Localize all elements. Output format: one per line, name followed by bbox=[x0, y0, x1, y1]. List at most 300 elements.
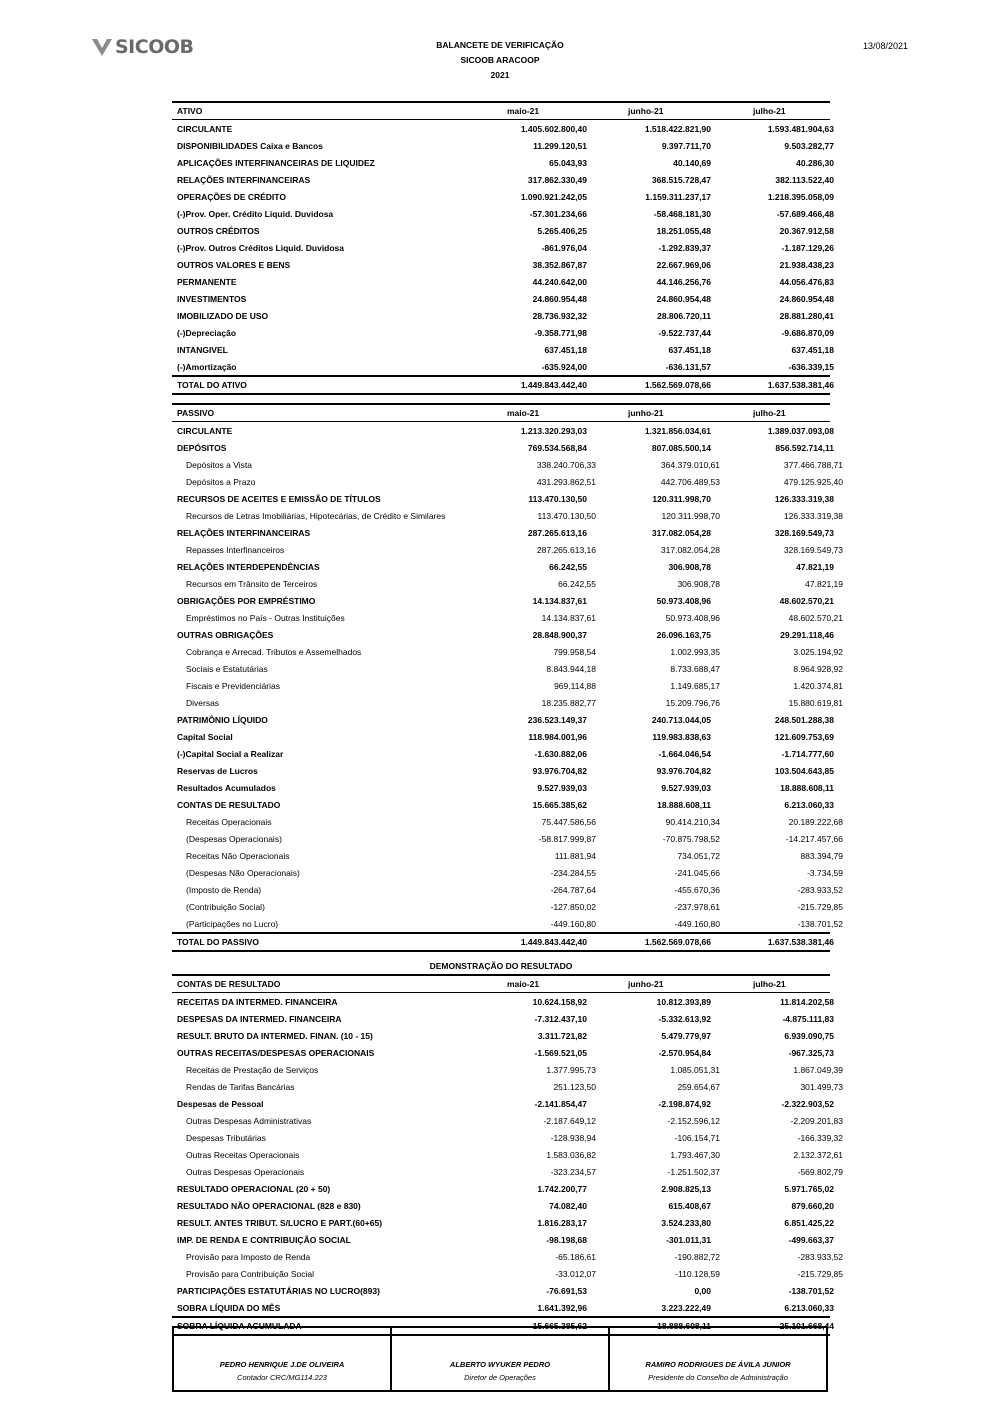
report-year: 2021 bbox=[490, 70, 510, 80]
value-may: 287.265.613,16 bbox=[536, 544, 596, 555]
row-label: Outras Receitas Operacionais bbox=[186, 1149, 300, 1160]
value-july: -138.701,52 bbox=[797, 918, 843, 929]
value-june: 0,00 bbox=[694, 1285, 711, 1296]
row-label: (Despesas Operacionais) bbox=[186, 833, 282, 844]
table-row bbox=[172, 915, 843, 932]
table-row bbox=[172, 1231, 834, 1248]
row-label: Rendas de Tarifas Bancárias bbox=[186, 1081, 295, 1092]
signer-name: RAMIRO RODRIGUES DE ÁVILA JUNIOR bbox=[645, 1360, 791, 1369]
row-label: (-)Prov. Outros Créditos Liquid. Duvidosa bbox=[177, 242, 345, 253]
table-row bbox=[172, 1078, 843, 1095]
value-june: 24.860.954,48 bbox=[656, 293, 711, 304]
row-label: Despesas Tributárias bbox=[186, 1132, 266, 1143]
table-row bbox=[172, 290, 834, 307]
table-row bbox=[172, 205, 834, 222]
value-june: 2.908.825,13 bbox=[661, 1183, 711, 1194]
total-may: 1.449.843.442,40 bbox=[520, 380, 587, 390]
row-label: (-)Capital Social a Realizar bbox=[177, 748, 284, 759]
row-label: (Participações no Lucro) bbox=[186, 918, 279, 929]
table-row bbox=[172, 456, 843, 473]
row-label: Capital Social bbox=[177, 731, 233, 742]
value-july: 121.609.753,69 bbox=[774, 731, 834, 742]
value-may: 431.293.862,51 bbox=[536, 476, 596, 487]
table-row bbox=[172, 694, 843, 711]
header-month-june: junho-21 bbox=[628, 106, 664, 116]
value-june: -2.152.596,12 bbox=[667, 1115, 720, 1126]
row-label: RESULT. ANTES TRIBUT. S/LUCRO E PART.(60+65) bbox=[177, 1217, 383, 1228]
table-row bbox=[172, 575, 843, 592]
entity-name: SICOOB ARACOOP bbox=[460, 55, 540, 65]
value-july: 15.880.619,81 bbox=[788, 697, 843, 708]
row-label: CONTAS DE RESULTADO bbox=[177, 799, 281, 810]
table-row bbox=[172, 728, 834, 745]
value-may: 236.523.149,37 bbox=[527, 714, 587, 725]
value-may: 38.352.867,87 bbox=[532, 259, 587, 270]
value-may: 66.242,55 bbox=[549, 561, 587, 572]
signer-name: ALBERTO WYUKER PEDRO bbox=[449, 1360, 551, 1369]
value-july: 24.860.954,48 bbox=[779, 293, 834, 304]
table-row bbox=[172, 1129, 843, 1146]
value-may: -9.358.771,98 bbox=[534, 327, 587, 338]
logo-text: SICOOB bbox=[115, 36, 194, 58]
value-july: 20.367.912,58 bbox=[779, 225, 834, 236]
table-row bbox=[172, 1299, 834, 1316]
table-row bbox=[172, 779, 834, 796]
row-label: (-)Prov. Oper. Crédito Liquid. Duvidosa bbox=[177, 208, 334, 219]
table-row bbox=[172, 188, 834, 205]
value-july: 1.593.481.904,63 bbox=[767, 123, 834, 134]
value-june: 9.527.939,03 bbox=[661, 782, 711, 793]
total-may: 1.449.843.442,40 bbox=[520, 937, 587, 947]
value-june: -9.522.737,44 bbox=[658, 327, 711, 338]
table-row bbox=[172, 524, 834, 541]
total-label: TOTAL DO ATIVO bbox=[177, 380, 247, 390]
value-june: 44.146.256,76 bbox=[656, 276, 711, 287]
header-month-july: julho-21 bbox=[753, 979, 786, 989]
value-may: 9.527.939,03 bbox=[537, 782, 587, 793]
row-label: RELAÇÕES INTERFINANCEIRAS bbox=[177, 174, 311, 185]
value-may: -1.630.882,06 bbox=[534, 748, 587, 759]
value-june: -2.198.874,92 bbox=[658, 1098, 711, 1109]
total-july: 1.637.538.381,46 bbox=[767, 380, 834, 390]
value-july: 883.394,79 bbox=[800, 850, 843, 861]
value-june: -1.251.502,37 bbox=[667, 1166, 720, 1177]
table-row bbox=[172, 796, 834, 813]
value-june: 259.654,67 bbox=[677, 1081, 720, 1092]
value-may: -1.569.521,05 bbox=[534, 1047, 587, 1058]
signer-role: Diretor de Operações bbox=[464, 1373, 536, 1382]
value-june: 40.140,69 bbox=[673, 157, 711, 168]
table-row bbox=[172, 558, 834, 575]
table-row bbox=[172, 154, 834, 171]
table-row bbox=[172, 1197, 834, 1214]
passivo-table bbox=[172, 403, 843, 952]
value-july: -283.933,52 bbox=[797, 1251, 843, 1262]
table-row bbox=[172, 592, 834, 609]
value-july: 879.660,20 bbox=[791, 1200, 834, 1211]
value-july: -1.187.129,26 bbox=[781, 242, 834, 253]
value-june: -110.128,59 bbox=[675, 1268, 720, 1279]
value-july: 377.466.788,71 bbox=[783, 459, 843, 470]
table-row bbox=[172, 341, 834, 358]
value-july: 5.971.765,02 bbox=[784, 1183, 834, 1194]
value-may: -58.817.999,87 bbox=[538, 833, 596, 844]
value-june: 90.414.210,34 bbox=[665, 816, 720, 827]
value-may: 969.114,88 bbox=[554, 680, 596, 691]
value-may: 113.470.130,50 bbox=[528, 493, 587, 504]
row-label: RESULTADO OPERACIONAL (20 + 50) bbox=[177, 1183, 331, 1194]
table-row bbox=[172, 864, 843, 881]
value-july: 6.213.060,33 bbox=[784, 1302, 834, 1313]
value-may: -861.976,04 bbox=[541, 242, 587, 253]
value-may: -33.012,07 bbox=[555, 1268, 596, 1279]
value-july: -57.689.466,48 bbox=[776, 208, 834, 219]
value-may: 93.976.704,82 bbox=[532, 765, 587, 776]
value-june: 93.976.704,82 bbox=[656, 765, 711, 776]
table-header-row bbox=[172, 101, 830, 120]
value-july: -215.729,85 bbox=[797, 1268, 843, 1279]
row-label: PERMANENTE bbox=[177, 276, 237, 287]
value-june: 9.397.711,70 bbox=[661, 140, 711, 151]
value-july: -1.714.777,60 bbox=[781, 748, 834, 759]
table-row bbox=[172, 358, 834, 375]
row-label: Depósitos a Prazo bbox=[186, 476, 256, 487]
row-label: PATRIMÔNIO LÍQUIDO bbox=[177, 714, 268, 725]
table-row bbox=[172, 762, 834, 779]
row-label: Sociais e Estatutárias bbox=[186, 663, 268, 674]
value-july: 11.814.202,58 bbox=[780, 996, 834, 1007]
value-may: -7.312.437,10 bbox=[534, 1013, 587, 1024]
row-label: OUTRAS RECEITAS/DESPESAS OPERACIONAIS bbox=[177, 1047, 375, 1058]
value-july: 1.867.049,39 bbox=[793, 1064, 843, 1075]
row-label: Resultados Acumulados bbox=[177, 782, 276, 793]
table-row bbox=[172, 256, 834, 273]
table-row bbox=[172, 541, 843, 558]
value-july: 48.602.570,21 bbox=[788, 612, 843, 623]
row-label: DESPESAS DA INTERMED. FINANCEIRA bbox=[177, 1013, 342, 1024]
table-row bbox=[172, 1112, 843, 1129]
total-label: TOTAL DO PASSIVO bbox=[177, 937, 260, 947]
signature-cell bbox=[610, 1328, 826, 1390]
row-label: IMOBILIZADO DE USO bbox=[177, 310, 269, 321]
value-june: 240.713.044,05 bbox=[651, 714, 711, 725]
value-may: -264.787,64 bbox=[550, 884, 596, 895]
value-july: 2.132.372,61 bbox=[793, 1149, 843, 1160]
table-row bbox=[172, 1044, 834, 1061]
value-june: 18.888.608,11 bbox=[657, 799, 711, 810]
value-july: -4.875.111,83 bbox=[782, 1013, 834, 1024]
row-label: Reservas de Lucros bbox=[177, 765, 258, 776]
table-row bbox=[172, 507, 843, 524]
value-june: -636.131,57 bbox=[665, 361, 711, 372]
value-may: -635.924,00 bbox=[541, 361, 587, 372]
row-label: RELAÇÕES INTERFINANCEIRAS bbox=[177, 527, 311, 538]
table-row bbox=[172, 847, 843, 864]
value-june: 1.085.051,31 bbox=[670, 1064, 720, 1075]
value-june: 18.251.055,48 bbox=[656, 225, 711, 236]
value-june: 807.085.500,14 bbox=[651, 442, 711, 453]
value-june: 3.223.222,49 bbox=[661, 1302, 711, 1313]
value-july: 126.333.319,38 bbox=[783, 510, 843, 521]
row-label: Despesas de Pessoal bbox=[177, 1098, 264, 1109]
row-label: RESULT. BRUTO DA INTERMED. FINAN. (10 - 15) bbox=[177, 1030, 373, 1041]
table-row bbox=[172, 439, 834, 456]
value-june: -1.664.046,54 bbox=[658, 748, 711, 759]
dre-title: DEMONSTRAÇÃO DO RESULTADO bbox=[429, 961, 573, 971]
value-may: -127.850,02 bbox=[550, 901, 596, 912]
value-june: -1.292.839,37 bbox=[658, 242, 711, 253]
value-may: 3.311.721,82 bbox=[537, 1030, 587, 1041]
row-label: DISPONIBILIDADES Caixa e Bancos bbox=[177, 140, 323, 151]
row-label: Repasses Interfinanceiros bbox=[186, 544, 285, 555]
row-label: (Imposto de Renda) bbox=[186, 884, 262, 895]
table-row bbox=[172, 239, 834, 256]
value-july: 1.420.374,81 bbox=[793, 680, 843, 691]
value-july: 3.025.194,92 bbox=[793, 646, 843, 657]
value-june: -190.882,72 bbox=[674, 1251, 720, 1262]
value-may: 287.265.613,16 bbox=[527, 527, 587, 538]
value-june: 306.908,78 bbox=[677, 578, 720, 589]
signer-role: Presidente do Conselho de Administração bbox=[648, 1373, 788, 1382]
value-july: 9.503.282,77 bbox=[784, 140, 834, 151]
value-july: -2.209.201,83 bbox=[790, 1115, 843, 1126]
value-may: -65.186,61 bbox=[555, 1251, 596, 1262]
row-label: RELAÇÕES INTERDEPENDÊNCIAS bbox=[177, 561, 320, 572]
value-june: 1.793.467,30 bbox=[670, 1149, 720, 1160]
value-july: -166.339,32 bbox=[797, 1132, 843, 1143]
value-june: 317.082.054,28 bbox=[660, 544, 720, 555]
row-label: APLICAÇÕES INTERFINANCEIRAS DE LIQUIDEZ bbox=[177, 157, 375, 168]
row-label: SOBRA LÍQUIDA DO MÊS bbox=[177, 1302, 281, 1313]
value-may: 113.470.130,50 bbox=[537, 510, 596, 521]
table-row bbox=[172, 1265, 843, 1282]
value-may: 338.240.706,33 bbox=[536, 459, 596, 470]
row-label: PARTICIPAÇÕES ESTATUTÁRIAS NO LUCRO(893) bbox=[177, 1285, 380, 1296]
total-june: 18.888.608,11 bbox=[657, 1321, 711, 1331]
signer-name: PEDRO HENRIQUE J.DE OLIVEIRA bbox=[219, 1360, 345, 1369]
row-label: OUTRAS OBRIGAÇÕES bbox=[177, 629, 274, 640]
value-july: -14.217.457,66 bbox=[785, 833, 843, 844]
table-row bbox=[172, 898, 843, 915]
value-may: -76.691,53 bbox=[546, 1285, 587, 1296]
value-may: 1.377.995,73 bbox=[546, 1064, 596, 1075]
ativo-table bbox=[172, 101, 834, 395]
value-july: 103.504.643,85 bbox=[774, 765, 834, 776]
value-june: 1.159.311.237,17 bbox=[645, 191, 711, 202]
value-may: 118.984.001,96 bbox=[528, 731, 587, 742]
row-label: RECEITAS DA INTERMED. FINANCEIRA bbox=[177, 996, 338, 1007]
value-may: 66.242,55 bbox=[558, 578, 596, 589]
value-may: 75.447.586,56 bbox=[541, 816, 596, 827]
row-label: OPERAÇÕES DE CRÉDITO bbox=[177, 191, 286, 202]
value-july: -569.802,79 bbox=[797, 1166, 843, 1177]
signature-block bbox=[172, 1326, 828, 1392]
table-row bbox=[172, 273, 834, 290]
value-july: 479.125.925,40 bbox=[783, 476, 843, 487]
table-row bbox=[172, 1095, 834, 1112]
value-may: 28.736.932,32 bbox=[532, 310, 587, 321]
report-date: 13/08/2021 bbox=[862, 41, 908, 51]
table-row bbox=[172, 324, 834, 341]
value-may: 637.451,18 bbox=[544, 344, 587, 355]
row-label: Cobrança e Arrecad. Tributos e Assemelhados bbox=[186, 646, 362, 657]
table-row bbox=[172, 626, 834, 643]
value-june: -301.011,31 bbox=[666, 1234, 711, 1245]
table-row bbox=[172, 422, 834, 439]
table-row bbox=[172, 1146, 843, 1163]
value-july: 8.964.928,92 bbox=[793, 663, 843, 674]
value-may: 111.881,94 bbox=[554, 850, 596, 861]
value-july: -9.686.870,09 bbox=[781, 327, 834, 338]
value-may: 14.134.837,61 bbox=[532, 595, 587, 606]
row-label: (Contribuição Social) bbox=[186, 901, 265, 912]
table-row bbox=[172, 1027, 834, 1044]
table-row bbox=[172, 1163, 843, 1180]
value-june: 3.524.233,80 bbox=[661, 1217, 711, 1228]
value-may: 251.123,50 bbox=[553, 1081, 596, 1092]
total-july: 25.101.668,44 bbox=[779, 1321, 834, 1331]
value-may: 1.213.320.293,03 bbox=[520, 425, 587, 436]
value-may: -323.234,57 bbox=[550, 1166, 596, 1177]
header-month-june: junho-21 bbox=[628, 979, 664, 989]
value-july: -636.339,15 bbox=[788, 361, 834, 372]
table-row bbox=[172, 677, 843, 694]
value-may: 24.860.954,48 bbox=[532, 293, 587, 304]
row-label: (Despesas Não Operacionais) bbox=[186, 867, 300, 878]
total-july: 1.637.538.381,46 bbox=[767, 937, 834, 947]
row-label: RESULTADO NÃO OPERACIONAL (828 e 830) bbox=[177, 1200, 361, 1211]
row-label: Provisão para Contribuição Social bbox=[186, 1268, 315, 1279]
value-may: -2.141.854,47 bbox=[534, 1098, 587, 1109]
value-july: -967.325,73 bbox=[788, 1047, 834, 1058]
row-label: Fiscais e Previdenciárias bbox=[186, 680, 281, 691]
value-june: 442.706.489,53 bbox=[660, 476, 720, 487]
value-june: 734.051,72 bbox=[677, 850, 720, 861]
value-june: 1.002.993,35 bbox=[670, 646, 720, 657]
table-header-row bbox=[172, 974, 830, 993]
value-july: -138.701,52 bbox=[788, 1285, 834, 1296]
value-june: -70.875.798,52 bbox=[662, 833, 720, 844]
value-may: 1.583.036,82 bbox=[546, 1149, 596, 1160]
value-june: 368.515.728,47 bbox=[651, 174, 711, 185]
value-may: 28.848.900,37 bbox=[532, 629, 587, 640]
value-july: 1.389.037.093,08 bbox=[767, 425, 834, 436]
row-label: IMP. DE RENDA E CONTRIBUIÇÃO SOCIAL bbox=[177, 1234, 351, 1245]
value-may: -2.187.649,12 bbox=[543, 1115, 596, 1126]
value-june: 119.983.838,63 bbox=[652, 731, 711, 742]
row-label: CIRCULANTE bbox=[177, 425, 233, 436]
signature-cell bbox=[392, 1328, 610, 1390]
value-june: -237.978,61 bbox=[674, 901, 720, 912]
table-header-row bbox=[172, 403, 830, 422]
signer-role: Contador CRC/MG114.223 bbox=[237, 1373, 327, 1382]
total-may: 15.665.385,62 bbox=[532, 1321, 587, 1331]
row-label: OUTROS CRÉDITOS bbox=[177, 225, 260, 236]
total-june: 1.562.569.078,66 bbox=[644, 937, 711, 947]
value-june: -106.154,71 bbox=[674, 1132, 720, 1143]
value-july: 6.851.425,22 bbox=[784, 1217, 834, 1228]
table-row bbox=[172, 1214, 834, 1231]
row-label: Receitas Operacionais bbox=[186, 816, 272, 827]
value-july: 21.938.438,23 bbox=[779, 259, 834, 270]
row-label: Recursos em Trânsito de Terceiros bbox=[186, 578, 318, 589]
row-label: DEPÓSITOS bbox=[177, 442, 227, 453]
total-row bbox=[172, 375, 834, 395]
value-may: -234.284,55 bbox=[550, 867, 596, 878]
value-july: 856.592.714,11 bbox=[775, 442, 834, 453]
row-label: Empréstimos no País - Outras Instituições bbox=[186, 612, 345, 623]
table-row bbox=[172, 490, 834, 507]
value-may: -449.160,80 bbox=[550, 918, 596, 929]
table-row bbox=[172, 307, 834, 324]
value-may: 11.299.120,51 bbox=[533, 140, 587, 151]
row-label: Outras Despesas Operacionais bbox=[186, 1166, 305, 1177]
value-may: 1.641.392,96 bbox=[537, 1302, 587, 1313]
value-june: 364.379.010,61 bbox=[660, 459, 720, 470]
value-may: 1.742.200,77 bbox=[537, 1183, 587, 1194]
table-row bbox=[172, 660, 843, 677]
value-july: 29.291.118,46 bbox=[780, 629, 834, 640]
value-may: 14.134.837,61 bbox=[541, 612, 596, 623]
value-may: 5.265.406,25 bbox=[537, 225, 587, 236]
value-july: 1.218.395.058,09 bbox=[767, 191, 834, 202]
table-row bbox=[172, 881, 843, 898]
total-row bbox=[172, 932, 834, 952]
table-row bbox=[172, 993, 834, 1010]
value-july: 48.602.570,21 bbox=[779, 595, 834, 606]
value-july: 637.451,18 bbox=[791, 344, 834, 355]
value-may: 15.665.385,62 bbox=[532, 799, 587, 810]
table-row bbox=[172, 609, 843, 626]
report-title: BALANCETE DE VERIFICAÇÃO bbox=[436, 40, 564, 50]
value-july: 248.501.288,38 bbox=[774, 714, 834, 725]
value-july: -215.729,85 bbox=[797, 901, 843, 912]
row-label: (-)Amortização bbox=[177, 361, 237, 372]
value-june: -455.670,36 bbox=[674, 884, 720, 895]
table-row bbox=[172, 1180, 834, 1197]
row-label: Depósitos a Vista bbox=[186, 459, 252, 470]
value-may: 8.843.944,18 bbox=[546, 663, 596, 674]
value-july: 18.888.608,11 bbox=[780, 782, 834, 793]
value-june: 50.973.408,96 bbox=[665, 612, 720, 623]
table-row bbox=[172, 1061, 843, 1078]
value-june: 15.209.796,76 bbox=[665, 697, 720, 708]
value-june: -449.160,80 bbox=[674, 918, 720, 929]
value-june: 120.311.998,70 bbox=[661, 510, 720, 521]
total-june: 1.562.569.078,66 bbox=[644, 380, 711, 390]
header-month-july: julho-21 bbox=[753, 408, 786, 418]
value-june: 1.321.856.034,61 bbox=[644, 425, 711, 436]
value-june: -58.468.181,30 bbox=[653, 208, 711, 219]
value-july: 328.169.549,73 bbox=[783, 544, 843, 555]
value-may: 317.862.330,49 bbox=[527, 174, 587, 185]
value-june: 50.973.408,96 bbox=[656, 595, 711, 606]
signature-cell bbox=[174, 1328, 392, 1390]
value-july: 47.821,19 bbox=[805, 578, 843, 589]
value-july: 382.113.522,40 bbox=[775, 174, 834, 185]
table-row bbox=[172, 171, 834, 188]
value-july: 301.499,73 bbox=[800, 1081, 843, 1092]
header-month-june: junho-21 bbox=[628, 408, 664, 418]
header-month-may: maio-21 bbox=[507, 106, 540, 116]
header-section-label: PASSIVO bbox=[177, 408, 215, 418]
table-row bbox=[172, 830, 843, 847]
value-july: 126.333.319,38 bbox=[774, 493, 834, 504]
row-label: Receitas de Prestação de Serviços bbox=[186, 1064, 319, 1075]
header-section-label: ATIVO bbox=[177, 106, 203, 116]
value-july: -283.933,52 bbox=[797, 884, 843, 895]
header-month-may: maio-21 bbox=[507, 408, 540, 418]
